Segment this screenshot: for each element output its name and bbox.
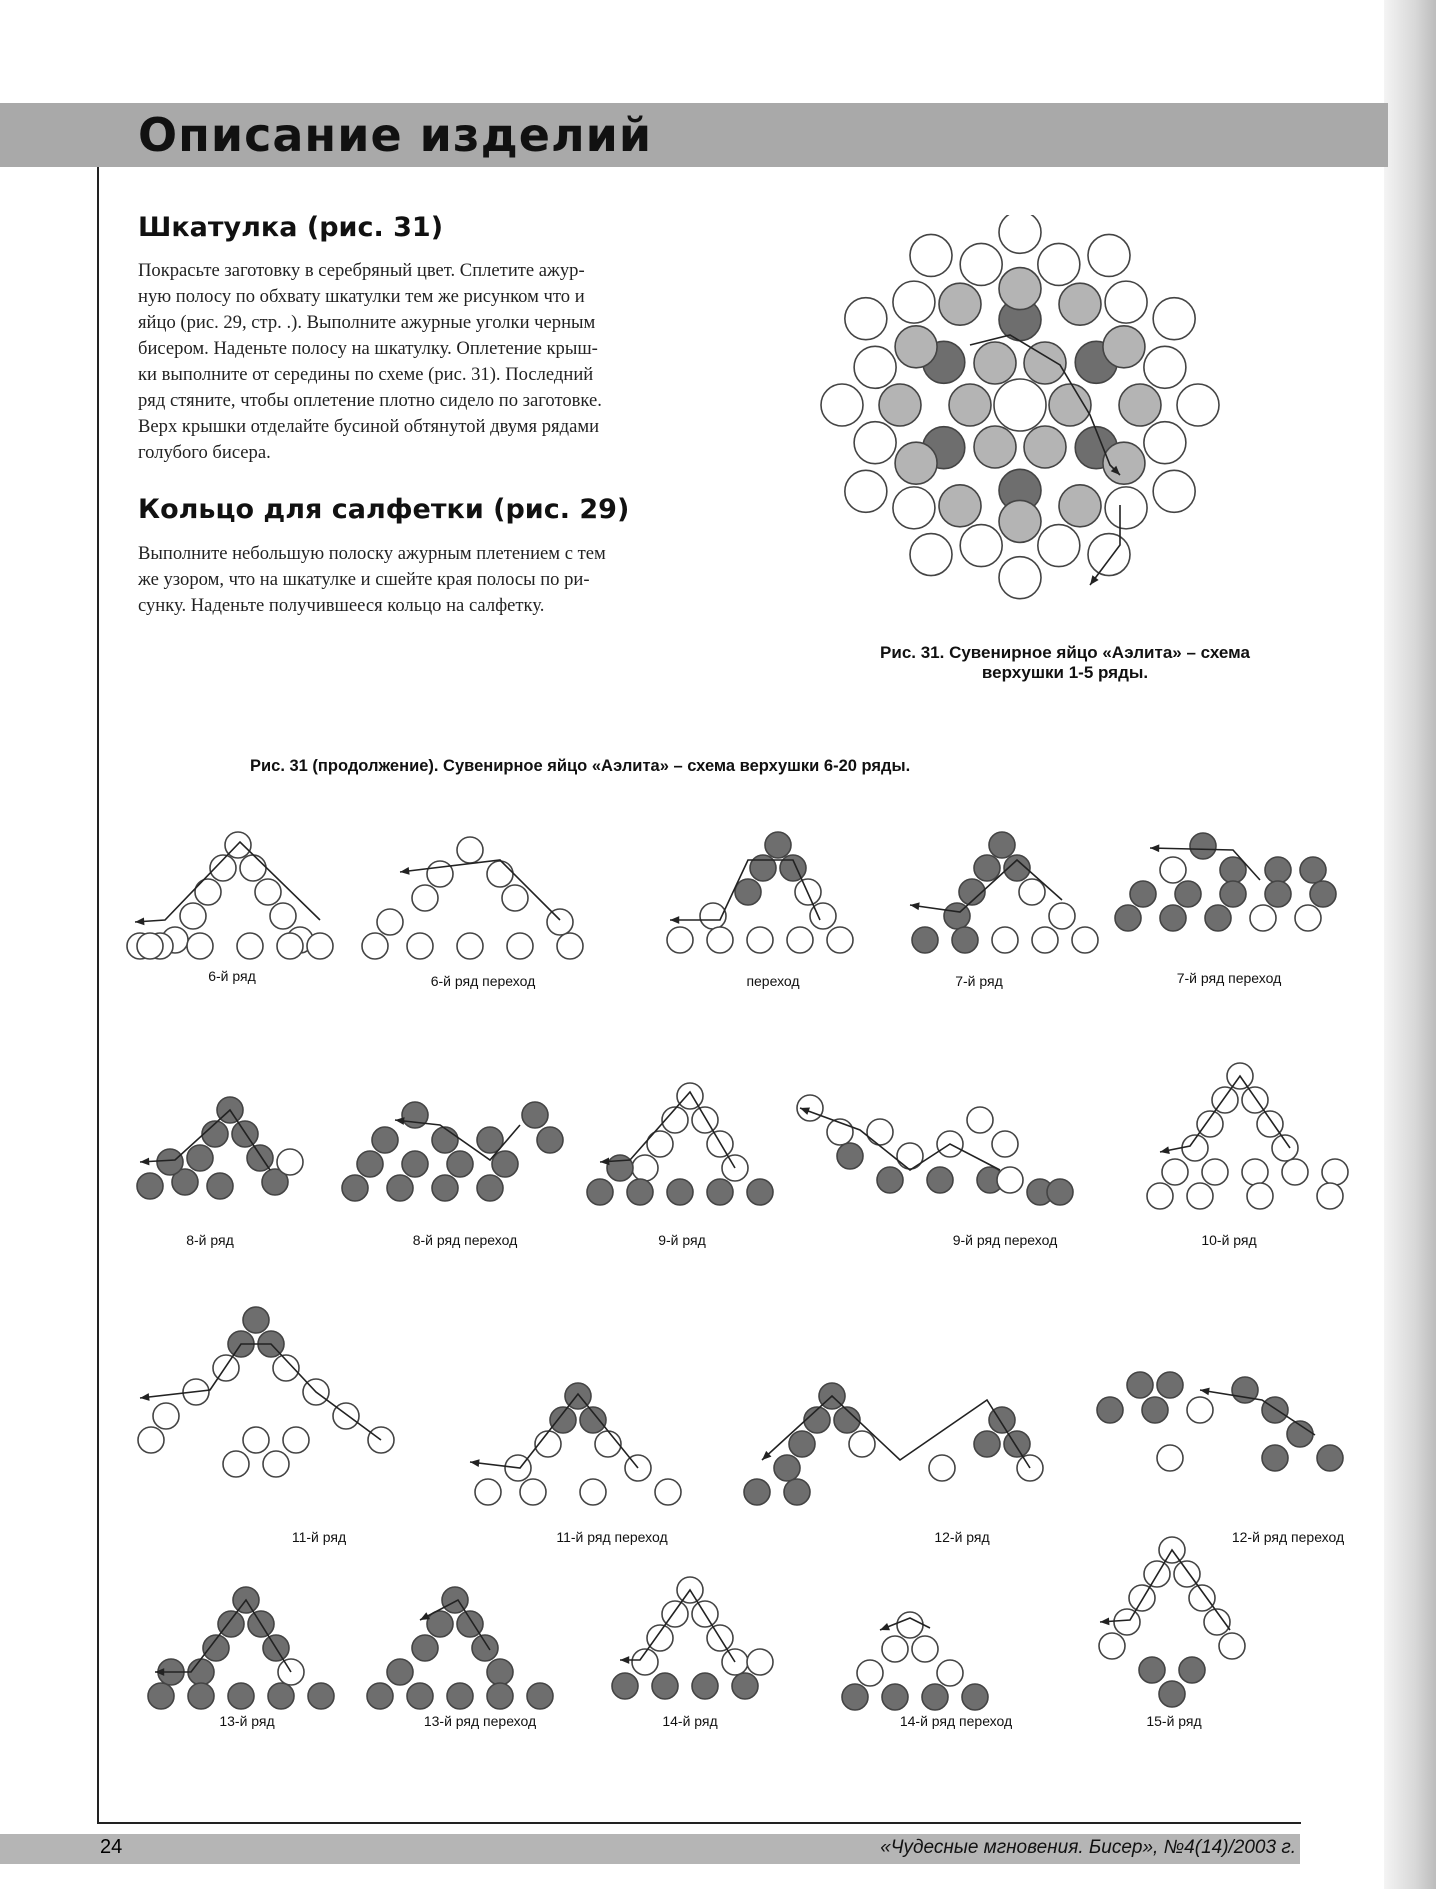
bead bbox=[912, 927, 938, 953]
bead bbox=[377, 909, 403, 935]
bead bbox=[960, 243, 1002, 285]
bead bbox=[750, 855, 776, 881]
bead bbox=[692, 1107, 718, 1133]
bead bbox=[1262, 1445, 1288, 1471]
bead bbox=[857, 1660, 883, 1686]
bead bbox=[747, 927, 773, 953]
publication-name: «Чудесные мгновения. Бисер», №4(14)/2003 г. bbox=[880, 1837, 1296, 1858]
bead bbox=[732, 1673, 758, 1699]
thread-arrow bbox=[1150, 844, 1159, 852]
bead bbox=[867, 1119, 893, 1145]
bead bbox=[263, 1451, 289, 1477]
bead bbox=[1242, 1159, 1268, 1185]
bead bbox=[1162, 1159, 1188, 1185]
bead bbox=[989, 1407, 1015, 1433]
page-number: 24 bbox=[100, 1836, 123, 1858]
bead bbox=[1262, 1397, 1288, 1423]
bead bbox=[240, 855, 266, 881]
bead bbox=[1088, 534, 1130, 576]
bead bbox=[1179, 1657, 1205, 1683]
row-label: 13-й ряд bbox=[219, 1713, 275, 1729]
bead bbox=[707, 927, 733, 953]
bead bbox=[967, 1107, 993, 1133]
bead bbox=[854, 346, 896, 388]
bead bbox=[277, 933, 303, 959]
row-label: 9-й ряд bbox=[658, 1232, 706, 1248]
bead bbox=[747, 1179, 773, 1205]
bead bbox=[1130, 881, 1156, 907]
bead bbox=[137, 933, 163, 959]
bead bbox=[994, 379, 1046, 431]
bead bbox=[580, 1407, 606, 1433]
text-line: яйцо (рис. 29, стр. .). Выполните ажурные уголки черным bbox=[138, 312, 596, 333]
figure31-caption-line2: верхушки 1-5 ряды. bbox=[981, 663, 1149, 682]
thread-arrow bbox=[1200, 1388, 1210, 1396]
bead bbox=[780, 855, 806, 881]
bead bbox=[667, 1179, 693, 1205]
bead bbox=[1038, 525, 1080, 567]
bead bbox=[787, 927, 813, 953]
bead bbox=[735, 879, 761, 905]
bead bbox=[1205, 905, 1231, 931]
bead bbox=[1097, 1397, 1123, 1423]
bead bbox=[999, 215, 1041, 253]
bead bbox=[547, 909, 573, 935]
text-line: Верх крышки отделайте бусиной обтянутой двумя рядами bbox=[138, 416, 600, 437]
section-title-napkin-ring: Кольцо для салфетки (рис. 29) bbox=[138, 494, 630, 525]
bead bbox=[1317, 1445, 1343, 1471]
bead bbox=[202, 1121, 228, 1147]
bead bbox=[1250, 905, 1276, 931]
row-label: 14-й ряд bbox=[662, 1713, 718, 1729]
bead bbox=[1157, 1372, 1183, 1398]
text-line: ную полосу по обхвату шкатулки тем же рисунком что и bbox=[138, 286, 585, 307]
bead bbox=[1247, 1183, 1273, 1209]
bead bbox=[1322, 1159, 1348, 1185]
rosette-bead-diagram bbox=[820, 215, 1220, 600]
bead bbox=[1219, 1633, 1245, 1659]
thread-arrow bbox=[1100, 1618, 1109, 1626]
bead bbox=[974, 1431, 1000, 1457]
bead bbox=[1038, 243, 1080, 285]
bead bbox=[387, 1175, 413, 1201]
bead bbox=[255, 879, 281, 905]
thread-arrow bbox=[910, 902, 920, 910]
bead bbox=[1317, 1183, 1343, 1209]
row-label: 11-й ряд переход bbox=[556, 1529, 668, 1545]
bead bbox=[447, 1683, 473, 1709]
row-label: 13-й ряд переход bbox=[423, 1713, 537, 1729]
bead bbox=[550, 1407, 576, 1433]
bead bbox=[1088, 234, 1130, 276]
bead bbox=[1103, 326, 1145, 368]
bead bbox=[1310, 881, 1336, 907]
bead bbox=[627, 1179, 653, 1205]
bead bbox=[1160, 905, 1186, 931]
bead bbox=[837, 1143, 863, 1169]
bead bbox=[1142, 1397, 1168, 1423]
text-line: сунку. Наденьте получившееся кольцо на салфетку. bbox=[138, 595, 545, 616]
bead bbox=[237, 933, 263, 959]
bead bbox=[213, 1355, 239, 1381]
bead bbox=[1105, 281, 1147, 323]
bead bbox=[677, 1083, 703, 1109]
bead bbox=[432, 1127, 458, 1153]
bead bbox=[502, 885, 528, 911]
bead bbox=[487, 1659, 513, 1685]
bead bbox=[1175, 881, 1201, 907]
bead bbox=[157, 1149, 183, 1175]
bead bbox=[407, 1683, 433, 1709]
bead bbox=[387, 1659, 413, 1685]
bead bbox=[845, 470, 887, 512]
bead bbox=[362, 933, 388, 959]
bead bbox=[827, 927, 853, 953]
thread-arrow bbox=[470, 1459, 480, 1467]
bead bbox=[1115, 905, 1141, 931]
bead bbox=[188, 1683, 214, 1709]
thread-arrow bbox=[880, 1623, 890, 1630]
thread-arrow bbox=[395, 1117, 405, 1125]
row-label: 11-й ряд bbox=[291, 1529, 347, 1545]
bead bbox=[1153, 470, 1195, 512]
bead bbox=[974, 855, 1000, 881]
bead bbox=[1032, 927, 1058, 953]
text-line: Покрасьте заготовку в серебряный цвет. Сплетите ажур- bbox=[138, 260, 585, 281]
bead bbox=[427, 861, 453, 887]
row-label: 14-й ряд переход bbox=[899, 1713, 1013, 1729]
bead bbox=[784, 1479, 810, 1505]
bead bbox=[789, 1431, 815, 1457]
bead bbox=[1099, 1633, 1125, 1659]
bead bbox=[962, 1684, 988, 1710]
bead bbox=[647, 1131, 673, 1157]
bead bbox=[1189, 1585, 1215, 1611]
bead bbox=[949, 384, 991, 426]
thread-arrow bbox=[620, 1656, 629, 1664]
row-label: 7-й ряд переход bbox=[1176, 970, 1282, 986]
bead bbox=[595, 1431, 621, 1457]
figure31-caption-line1: Рис. 31. Сувенирное яйцо «Аэлита» – схема bbox=[880, 643, 1250, 662]
bead bbox=[247, 1145, 273, 1171]
bead bbox=[1187, 1397, 1213, 1423]
bead bbox=[1272, 1135, 1298, 1161]
bead bbox=[1160, 857, 1186, 883]
bead bbox=[228, 1683, 254, 1709]
bead bbox=[487, 1683, 513, 1709]
bead bbox=[974, 426, 1016, 468]
figure31-continued-caption: Рис. 31 (продолжение). Сувенирное яйцо «Аэлита» – схема верхушки 6-20 ряды. bbox=[250, 757, 911, 775]
bead bbox=[1265, 857, 1291, 883]
bead bbox=[882, 1684, 908, 1710]
bead bbox=[893, 487, 935, 529]
bead bbox=[1019, 879, 1045, 905]
bead bbox=[1187, 1183, 1213, 1209]
row-label: 9-й ряд переход bbox=[952, 1232, 1058, 1248]
bead bbox=[268, 1683, 294, 1709]
bead bbox=[243, 1307, 269, 1333]
bead bbox=[1242, 1087, 1268, 1113]
bead bbox=[879, 384, 921, 426]
bead bbox=[897, 1612, 923, 1638]
thread-arrow bbox=[135, 918, 144, 926]
bead bbox=[457, 837, 483, 863]
bead bbox=[893, 281, 935, 323]
thread-arrow bbox=[670, 916, 679, 924]
bead bbox=[187, 1145, 213, 1171]
page-edge-shadow bbox=[1384, 0, 1436, 1889]
row-label: 10-й ряд bbox=[1201, 1232, 1257, 1248]
section-napkin-ring-text bbox=[138, 541, 674, 619]
thread-arrow bbox=[400, 867, 410, 875]
bead bbox=[999, 268, 1041, 310]
bead bbox=[1190, 833, 1216, 859]
bead bbox=[939, 283, 981, 325]
bead bbox=[1059, 485, 1101, 527]
section-box-text bbox=[138, 258, 674, 466]
row-label: 6-й ряд переход bbox=[430, 973, 536, 989]
bead bbox=[1265, 881, 1291, 907]
bead bbox=[992, 927, 1018, 953]
bead bbox=[744, 1479, 770, 1505]
bead bbox=[447, 1151, 473, 1177]
thread-arrow bbox=[1090, 575, 1099, 585]
bead bbox=[402, 1151, 428, 1177]
bead bbox=[153, 1403, 179, 1429]
bead bbox=[607, 1155, 633, 1181]
bead bbox=[910, 534, 952, 576]
bead bbox=[1059, 283, 1101, 325]
bead bbox=[407, 933, 433, 959]
bead bbox=[148, 1683, 174, 1709]
bead bbox=[507, 933, 533, 959]
bead bbox=[989, 832, 1015, 858]
thread-arrow bbox=[140, 1158, 149, 1166]
bead bbox=[997, 1167, 1023, 1193]
bead bbox=[999, 500, 1041, 542]
bead bbox=[243, 1427, 269, 1453]
bead bbox=[1144, 422, 1186, 464]
bead bbox=[492, 1151, 518, 1177]
bead bbox=[1119, 384, 1161, 426]
bead bbox=[180, 903, 206, 929]
bead bbox=[910, 234, 952, 276]
thread-arrow bbox=[1160, 1146, 1170, 1154]
bead bbox=[537, 1127, 563, 1153]
bottom-rule bbox=[97, 1822, 1301, 1824]
bead bbox=[612, 1673, 638, 1699]
bead bbox=[747, 1649, 773, 1675]
bead bbox=[765, 832, 791, 858]
bead bbox=[882, 1636, 908, 1662]
bead bbox=[999, 557, 1041, 599]
bead bbox=[587, 1179, 613, 1205]
section-title-box: Шкатулка (рис. 31) bbox=[138, 212, 444, 243]
bead bbox=[877, 1167, 903, 1193]
bead bbox=[922, 1684, 948, 1710]
bead bbox=[1049, 903, 1075, 929]
bead bbox=[895, 326, 937, 368]
text-line: ки выполните от середины по схеме (рис. 31). Последний bbox=[138, 364, 594, 385]
bead bbox=[927, 1167, 953, 1193]
bead bbox=[1024, 426, 1066, 468]
bead bbox=[475, 1479, 501, 1505]
bead bbox=[854, 422, 896, 464]
bead bbox=[520, 1479, 546, 1505]
bead bbox=[707, 1179, 733, 1205]
thread-arrow bbox=[140, 1393, 150, 1401]
bead bbox=[821, 384, 863, 426]
row-bead-diagrams bbox=[0, 800, 1380, 1760]
bead bbox=[487, 861, 513, 887]
bead bbox=[960, 525, 1002, 567]
bead bbox=[367, 1683, 393, 1709]
row-label: 12-й ряд переход bbox=[1231, 1529, 1345, 1545]
bead bbox=[845, 298, 887, 340]
bead bbox=[1177, 384, 1219, 426]
text-line: же узором, что на шкатулке и сшейте края полосы по ри- bbox=[138, 569, 590, 590]
bead bbox=[1147, 1183, 1173, 1209]
page-title: Описание изделий bbox=[138, 108, 653, 162]
bead bbox=[929, 1455, 955, 1481]
bead bbox=[232, 1121, 258, 1147]
row-label: 8-й ряд переход bbox=[412, 1232, 518, 1248]
bead bbox=[939, 485, 981, 527]
bead bbox=[952, 927, 978, 953]
bead bbox=[307, 933, 333, 959]
bead bbox=[842, 1684, 868, 1710]
bead bbox=[522, 1102, 548, 1128]
row-label: 15-й ряд bbox=[1146, 1713, 1202, 1729]
bead bbox=[1300, 857, 1326, 883]
bead bbox=[557, 933, 583, 959]
bead bbox=[652, 1673, 678, 1699]
bead bbox=[692, 1673, 718, 1699]
bead bbox=[372, 1127, 398, 1153]
bead bbox=[412, 1635, 438, 1661]
bead bbox=[1295, 905, 1321, 931]
thread-arrow bbox=[600, 1158, 609, 1166]
bead bbox=[457, 933, 483, 959]
bead bbox=[187, 933, 213, 959]
bead bbox=[1220, 881, 1246, 907]
row-label: 8-й ряд bbox=[186, 1232, 234, 1248]
bead bbox=[849, 1431, 875, 1457]
bead bbox=[138, 1427, 164, 1453]
bead bbox=[1282, 1159, 1308, 1185]
text-line: бисером. Наденьте полосу на шкатулку. Оплетение крыш- bbox=[138, 338, 598, 359]
bead bbox=[1157, 1445, 1183, 1471]
bead bbox=[308, 1683, 334, 1709]
bead bbox=[357, 1151, 383, 1177]
bead bbox=[1105, 487, 1147, 529]
bead bbox=[1159, 1681, 1185, 1707]
bead bbox=[897, 1143, 923, 1169]
text-line: голубого бисера. bbox=[138, 442, 271, 463]
bead bbox=[1114, 1609, 1140, 1635]
bead bbox=[402, 1102, 428, 1128]
text-line: Выполните небольшую полоску ажурным плетением с тем bbox=[138, 543, 606, 564]
bead bbox=[277, 1149, 303, 1175]
bead bbox=[1024, 342, 1066, 384]
row-label: 12-й ряд bbox=[934, 1529, 990, 1545]
bead bbox=[1129, 1585, 1155, 1611]
bead bbox=[137, 1173, 163, 1199]
bead bbox=[1202, 1159, 1228, 1185]
bead bbox=[992, 1131, 1018, 1157]
bead bbox=[1047, 1179, 1073, 1205]
row-label: 7-й ряд bbox=[955, 973, 1003, 989]
bead bbox=[223, 1451, 249, 1477]
bead bbox=[974, 342, 1016, 384]
bead bbox=[472, 1635, 498, 1661]
bead bbox=[632, 1155, 658, 1181]
bead bbox=[477, 1175, 503, 1201]
bead bbox=[1072, 927, 1098, 953]
bead bbox=[804, 1407, 830, 1433]
bead bbox=[1004, 1431, 1030, 1457]
bead bbox=[937, 1660, 963, 1686]
bead bbox=[1144, 346, 1186, 388]
bead bbox=[270, 903, 296, 929]
bead bbox=[342, 1175, 368, 1201]
bead bbox=[207, 1173, 233, 1199]
bead bbox=[218, 1611, 244, 1637]
row-label: переход bbox=[746, 973, 800, 989]
bead bbox=[912, 1636, 938, 1662]
bead bbox=[667, 927, 693, 953]
bead bbox=[580, 1479, 606, 1505]
row-label: 6-й ряд bbox=[208, 968, 256, 984]
bead bbox=[283, 1427, 309, 1453]
bead bbox=[412, 885, 438, 911]
bead bbox=[1153, 298, 1195, 340]
figure31-caption bbox=[850, 643, 1280, 683]
bead bbox=[655, 1479, 681, 1505]
bead bbox=[1139, 1657, 1165, 1683]
text-line: ряд стяните, чтобы оплетение плотно сидело по заготовке. bbox=[138, 390, 602, 411]
bead bbox=[527, 1683, 553, 1709]
bead bbox=[432, 1175, 458, 1201]
bead bbox=[1127, 1372, 1153, 1398]
bead bbox=[774, 1455, 800, 1481]
bead bbox=[895, 442, 937, 484]
bead bbox=[647, 1625, 673, 1651]
bead bbox=[1197, 1111, 1223, 1137]
bead bbox=[195, 879, 221, 905]
